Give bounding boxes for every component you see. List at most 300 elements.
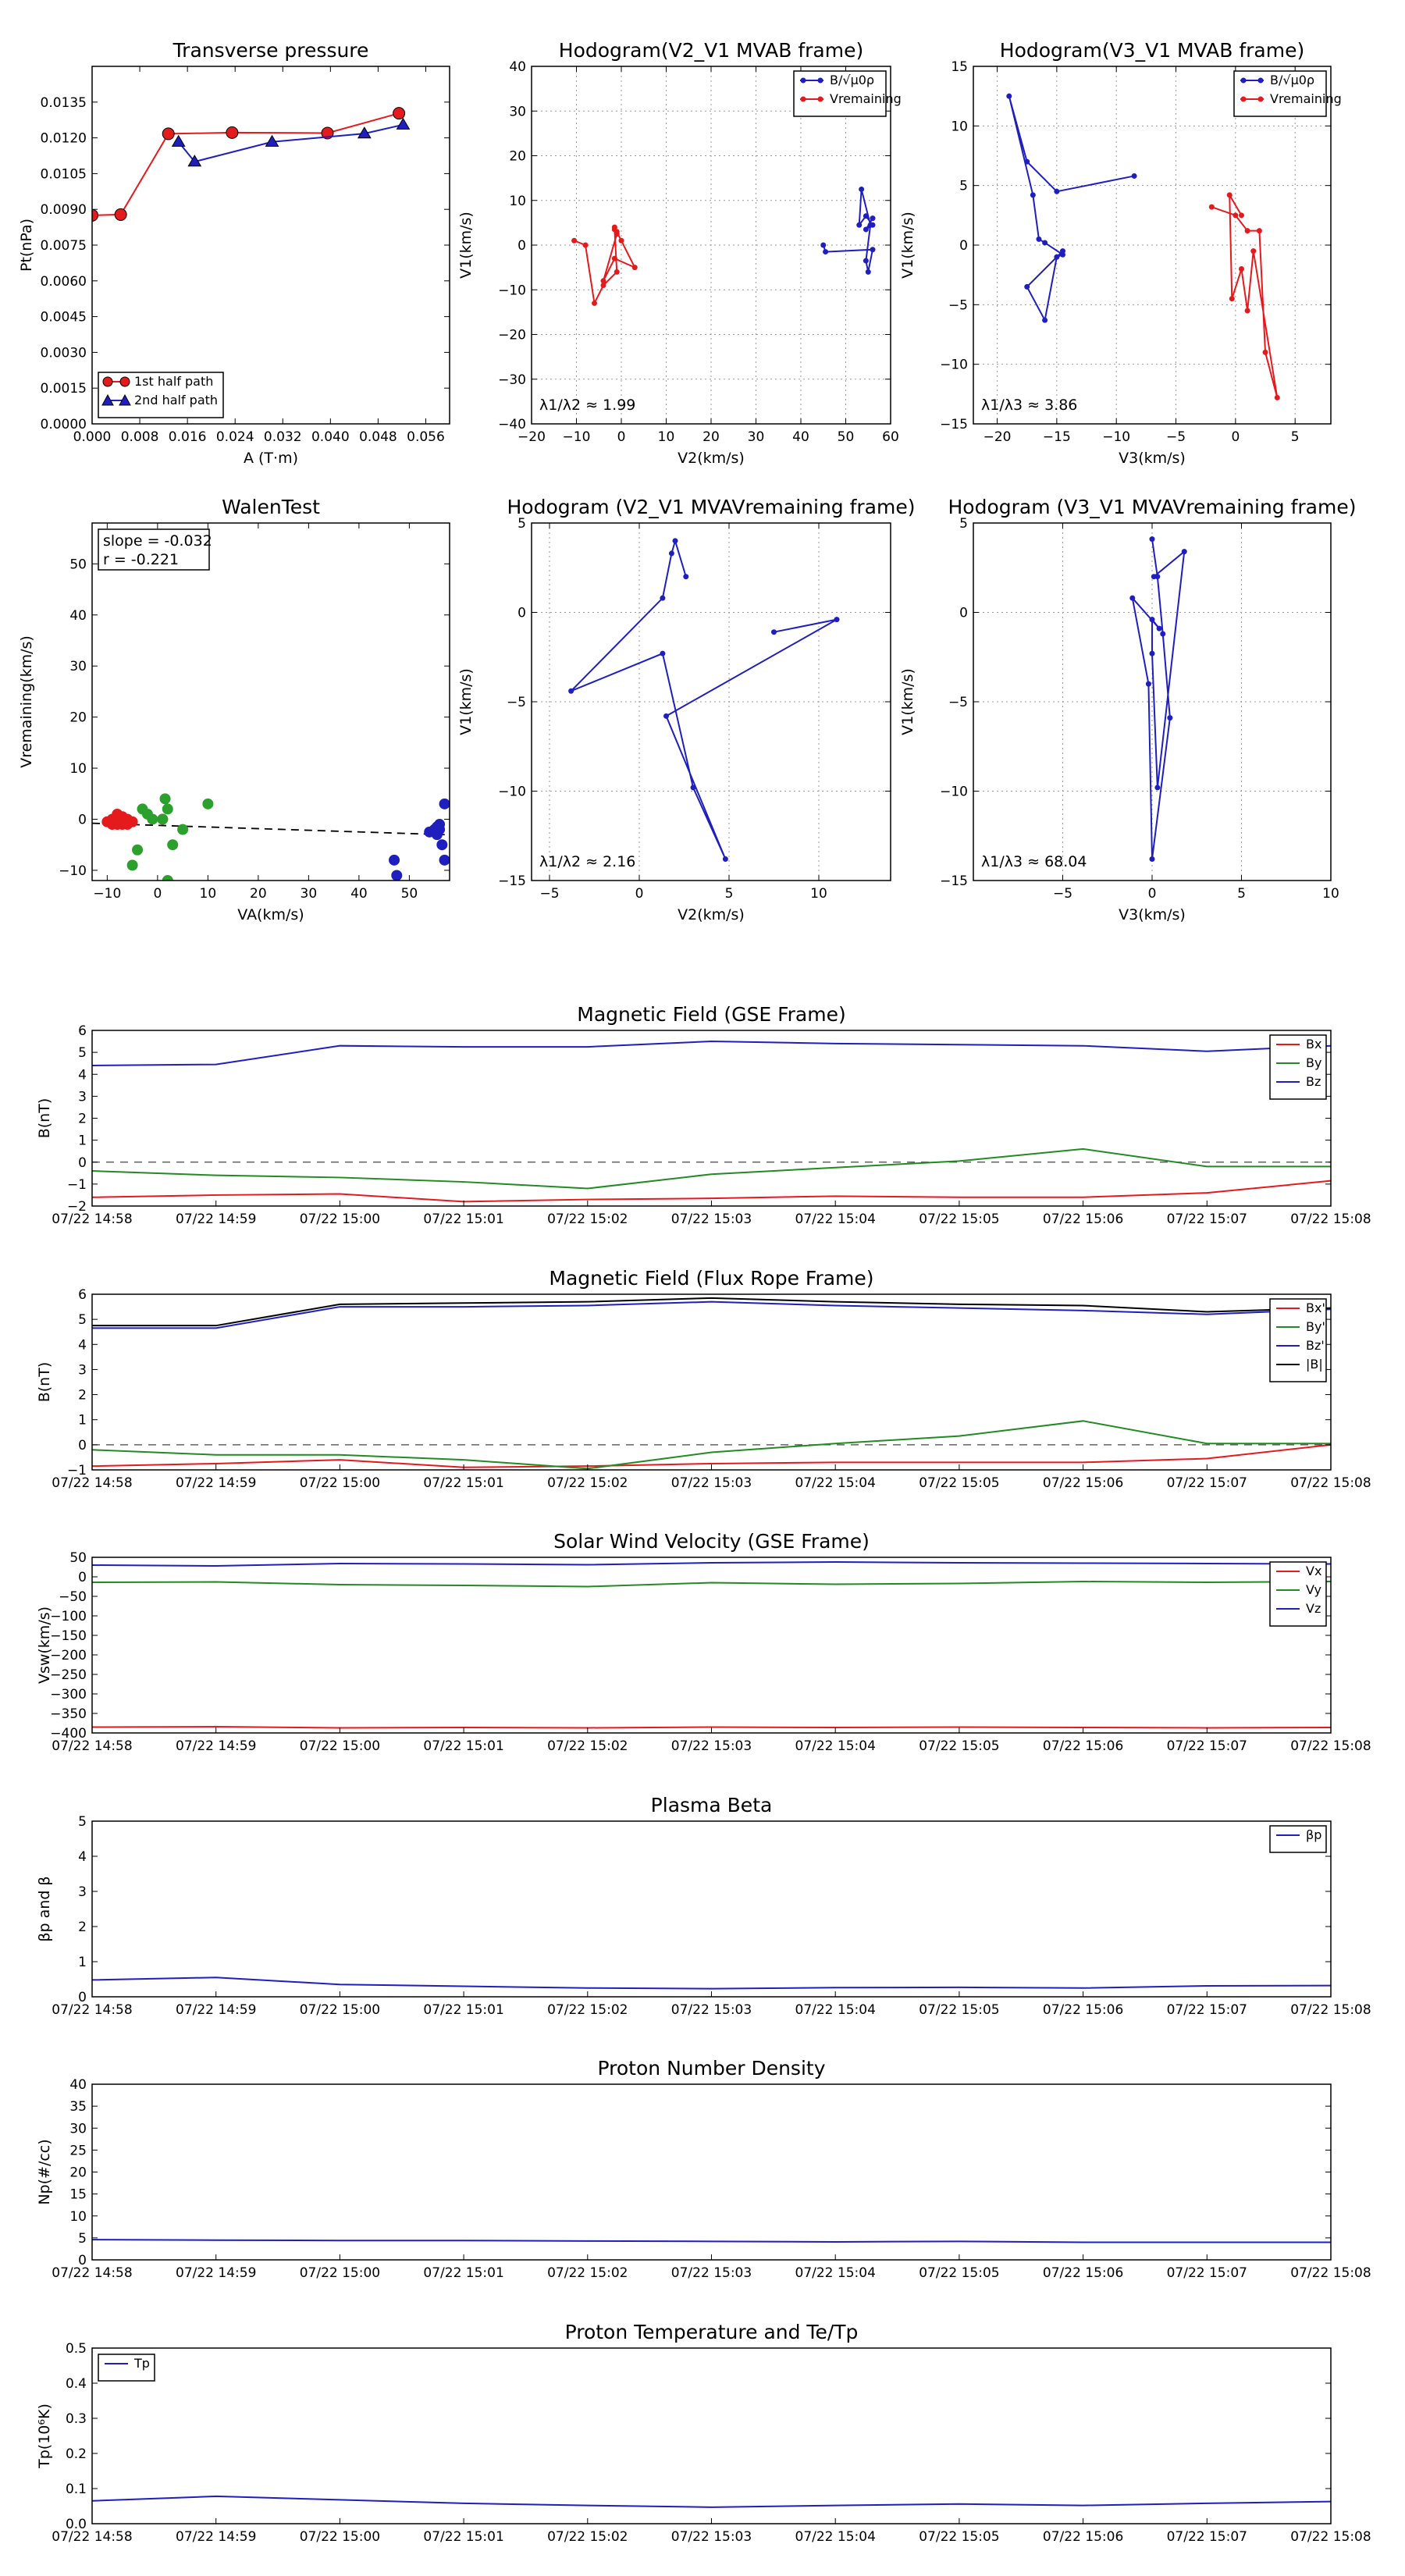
y-tick-label: 5 xyxy=(959,516,968,532)
chart-beta xyxy=(36,1794,1371,2018)
x-tick-label: 40 xyxy=(350,886,368,902)
data-point xyxy=(1182,549,1187,554)
y-tick-label: 3 xyxy=(78,1884,87,1900)
y-tick-label: 5 xyxy=(78,1312,87,1329)
data-point xyxy=(571,238,577,244)
y-axis-label: Np(#/cc) xyxy=(36,2139,53,2205)
series-line xyxy=(92,1582,1331,1587)
y-tick-label: 5 xyxy=(78,2230,87,2247)
y-tick-label: −10 xyxy=(498,784,526,800)
y-tick-label: 0 xyxy=(959,605,968,621)
x-tick-label: 07/22 15:07 xyxy=(1166,2529,1247,2545)
x-tick-label: 10 xyxy=(1322,886,1339,902)
y-tick-label: 0.2 xyxy=(65,2446,87,2462)
x-tick-label: 07/22 15:08 xyxy=(1290,1212,1371,1227)
y-tick-label: 20 xyxy=(69,710,87,726)
x-tick-label: 07/22 15:05 xyxy=(919,2529,1000,2545)
x-tick-label: 07/22 15:08 xyxy=(1290,1738,1371,1754)
x-tick-label: 07/22 15:06 xyxy=(1042,1475,1124,1491)
y-tick-label: 10 xyxy=(951,119,968,135)
chart-vsw xyxy=(36,1530,1371,1754)
chart-title: Hodogram(V3_V1 MVAB frame) xyxy=(999,39,1305,62)
x-tick-label: −20 xyxy=(983,429,1012,445)
legend xyxy=(1270,1562,1326,1626)
x-tick-label: 50 xyxy=(837,429,855,445)
x-tick-label: 07/22 14:59 xyxy=(176,2002,257,2018)
y-tick-label: 6 xyxy=(78,1023,87,1039)
y-axis-label: B(nT) xyxy=(36,1098,53,1139)
y-tick-label: −5 xyxy=(948,297,968,314)
y-tick-label: 0 xyxy=(959,238,968,254)
annotation-text: λ1/λ2 ≈ 1.99 xyxy=(539,397,636,414)
y-tick-label: 0.0120 xyxy=(40,130,87,147)
y-tick-label: 1 xyxy=(78,1955,87,1970)
chart-title: Transverse pressure xyxy=(173,39,369,62)
data-point xyxy=(619,238,624,244)
x-tick-label: 07/22 15:07 xyxy=(1166,1475,1247,1491)
data-point xyxy=(1257,228,1262,233)
data-point xyxy=(107,820,117,830)
plot-area xyxy=(92,1562,1331,1728)
y-tick-label: −15 xyxy=(498,873,526,889)
data-point xyxy=(1245,308,1250,313)
y-tick-label: 1 xyxy=(78,1412,87,1429)
x-tick-label: 07/22 14:58 xyxy=(52,2002,133,2018)
x-tick-label: 07/22 15:05 xyxy=(919,1475,1000,1491)
y-tick-label: 5 xyxy=(78,1045,87,1062)
fit-line xyxy=(92,824,450,835)
data-point xyxy=(432,822,442,832)
y-tick-label: 0 xyxy=(78,812,87,828)
x-tick-label: 07/22 15:01 xyxy=(423,2002,504,2018)
plot-area xyxy=(92,1977,1331,1988)
data-point xyxy=(856,222,862,228)
series-line xyxy=(574,227,635,303)
data-point xyxy=(1150,856,1155,862)
data-point xyxy=(1150,651,1155,656)
x-tick-label: 07/22 15:02 xyxy=(547,2529,628,2545)
x-tick-label: 07/22 15:00 xyxy=(299,1475,381,1491)
chart-h1 xyxy=(457,39,902,467)
y-tick-label: 0.0135 xyxy=(40,94,87,111)
data-point xyxy=(1150,617,1155,622)
x-tick-label: 07/22 14:58 xyxy=(52,1738,133,1754)
data-point xyxy=(1160,631,1165,636)
chart-title: Hodogram(V2_V1 MVAB frame) xyxy=(558,39,864,62)
y-tick-label: −300 xyxy=(50,1687,87,1703)
data-point xyxy=(1150,536,1155,542)
data-point xyxy=(389,855,400,865)
x-tick-label: 5 xyxy=(1237,886,1246,902)
x-tick-label: 0.040 xyxy=(311,429,350,445)
legend-label: B/√μ0ρ xyxy=(830,73,875,87)
y-tick-label: −2 xyxy=(66,1199,87,1215)
y-tick-label: 0.0 xyxy=(65,2517,87,2532)
data-point xyxy=(439,799,450,809)
x-tick-label: 0.008 xyxy=(120,429,159,445)
chart-tp10 xyxy=(36,2321,1371,2545)
data-point xyxy=(393,108,405,119)
series-line xyxy=(92,1977,1331,1988)
legend-label: βp xyxy=(1306,1827,1322,1842)
legend xyxy=(1234,71,1342,116)
data-point xyxy=(592,301,597,306)
data-point xyxy=(823,249,828,254)
data-point xyxy=(1239,212,1244,218)
x-axis-label: V2(km/s) xyxy=(678,450,745,467)
y-axis-label: V1(km/s) xyxy=(899,668,916,735)
x-tick-label: 07/22 15:02 xyxy=(547,1738,628,1754)
series-line xyxy=(92,113,399,215)
series-line xyxy=(92,2496,1331,2507)
x-tick-label: 07/22 14:59 xyxy=(176,1475,257,1491)
data-point xyxy=(173,136,185,147)
x-tick-label: 0.000 xyxy=(73,429,112,445)
x-tick-label: 0 xyxy=(153,886,162,902)
y-tick-label: 0.0030 xyxy=(40,345,87,361)
y-tick-label: 0.3 xyxy=(65,2411,87,2427)
plot-area xyxy=(1129,536,1186,862)
legend-label: Bx xyxy=(1306,1037,1322,1051)
y-tick-label: −10 xyxy=(59,863,87,879)
plot-frame xyxy=(92,523,450,881)
x-tick-label: 07/22 14:58 xyxy=(52,1212,133,1227)
chart-title: Plasma Beta xyxy=(650,1794,773,1816)
x-tick-label: 0 xyxy=(1231,429,1240,445)
legend xyxy=(794,71,902,116)
y-axis-label: Vsw(km/s) xyxy=(36,1606,53,1685)
legend-marker xyxy=(818,97,823,102)
data-point xyxy=(660,596,665,601)
data-point xyxy=(1154,785,1160,790)
data-point xyxy=(870,222,876,228)
y-tick-label: 0 xyxy=(78,1437,87,1453)
x-tick-label: 07/22 14:59 xyxy=(176,2529,257,2545)
series-line xyxy=(179,125,404,162)
legend-marker xyxy=(1258,78,1264,84)
y-tick-label: 0.0060 xyxy=(40,273,87,290)
chart-title: Solar Wind Velocity (GSE Frame) xyxy=(553,1530,870,1553)
y-tick-label: 20 xyxy=(69,2165,87,2181)
data-point xyxy=(162,128,174,140)
y-tick-label: −1 xyxy=(66,1176,87,1193)
x-tick-label: −20 xyxy=(518,429,546,445)
series-line xyxy=(92,2240,1331,2242)
legend-label: Vx xyxy=(1306,1564,1322,1578)
data-point xyxy=(1129,596,1135,601)
x-tick-label: 30 xyxy=(300,886,318,902)
legend-marker xyxy=(120,377,130,386)
y-axis-label: V1(km/s) xyxy=(899,212,916,279)
legend-label: Bz' xyxy=(1306,1338,1325,1353)
x-tick-label: 07/22 14:59 xyxy=(176,1212,257,1227)
x-tick-label: 20 xyxy=(702,429,720,445)
y-tick-label: −350 xyxy=(50,1706,87,1722)
y-tick-label: 0.0000 xyxy=(40,417,87,432)
series-line xyxy=(92,1562,1331,1566)
x-tick-label: 0 xyxy=(635,886,644,902)
annotation-text: λ1/λ3 ≈ 3.86 xyxy=(981,397,1078,414)
y-tick-label: 4 xyxy=(78,1067,87,1083)
chart-title: Proton Number Density xyxy=(597,2057,826,2080)
data-point xyxy=(601,278,606,283)
series-line xyxy=(92,1149,1331,1189)
plot-area xyxy=(1006,94,1280,400)
data-point xyxy=(1024,159,1030,165)
data-point xyxy=(1042,318,1048,323)
data-point xyxy=(226,126,238,138)
data-point xyxy=(663,713,669,719)
data-point xyxy=(1275,395,1280,400)
data-point xyxy=(178,824,188,834)
y-axis-label: Pt(nPa) xyxy=(18,218,35,272)
y-tick-label: 0.0075 xyxy=(40,238,87,254)
data-point xyxy=(1132,173,1137,179)
y-tick-label: 40 xyxy=(69,607,87,624)
legend-marker xyxy=(1241,78,1247,84)
x-axis-label: A (T·m) xyxy=(243,450,299,467)
y-tick-label: 50 xyxy=(69,1550,87,1566)
x-tick-label: 07/22 15:06 xyxy=(1042,2529,1124,2545)
data-point xyxy=(1030,192,1036,197)
y-tick-label: 2 xyxy=(78,1920,87,1935)
data-point xyxy=(834,617,840,622)
data-point xyxy=(683,574,688,579)
data-point xyxy=(1245,228,1250,233)
plot-area xyxy=(87,108,410,222)
x-tick-label: 07/22 15:07 xyxy=(1166,1212,1247,1227)
x-axis-label: VA(km/s) xyxy=(237,906,304,923)
y-axis-label: Vremaining(km/s) xyxy=(18,635,35,768)
x-tick-label: 07/22 15:08 xyxy=(1290,2002,1371,2018)
data-point xyxy=(723,856,728,862)
x-tick-label: 07/22 15:03 xyxy=(670,1738,752,1754)
x-tick-label: 07/22 15:04 xyxy=(795,1475,876,1491)
y-tick-label: 40 xyxy=(509,59,526,75)
legend xyxy=(1270,1299,1326,1382)
y-tick-label: 30 xyxy=(509,104,526,120)
chart-bgse xyxy=(36,1003,1371,1227)
series-line xyxy=(571,541,837,859)
x-tick-label: 07/22 14:58 xyxy=(52,2529,133,2545)
y-tick-label: 50 xyxy=(69,557,87,573)
chart-title: Hodogram (V3_V1 MVAVremaining frame) xyxy=(948,496,1357,518)
y-tick-label: 0 xyxy=(78,1155,87,1171)
data-point xyxy=(203,799,213,809)
x-tick-label: −5 xyxy=(1052,886,1073,902)
x-tick-label: 07/22 15:04 xyxy=(795,1212,876,1227)
data-point xyxy=(614,229,620,234)
y-tick-label: 10 xyxy=(69,2208,87,2225)
legend-label: Tp xyxy=(134,2356,150,2371)
data-point xyxy=(1167,715,1172,720)
data-point xyxy=(133,845,143,855)
data-point xyxy=(1157,626,1162,632)
annotation-text: λ1/λ2 ≈ 2.16 xyxy=(539,853,636,870)
y-tick-label: −400 xyxy=(50,1726,87,1742)
x-tick-label: 50 xyxy=(400,886,418,902)
y-tick-label: 2 xyxy=(78,1387,87,1404)
legend-marker xyxy=(103,377,112,386)
x-tick-label: 07/22 15:05 xyxy=(919,2265,1000,2281)
x-tick-label: 07/22 15:02 xyxy=(547,1475,628,1491)
series-line xyxy=(92,1181,1331,1202)
x-tick-label: −15 xyxy=(1042,429,1071,445)
data-point xyxy=(1054,254,1059,260)
legend-label: 1st half path xyxy=(134,374,214,389)
data-point xyxy=(669,550,674,556)
x-tick-label: 0.048 xyxy=(359,429,397,445)
data-point xyxy=(1239,266,1244,272)
y-tick-label: −150 xyxy=(50,1628,87,1644)
y-tick-label: 0 xyxy=(78,1990,87,2005)
x-tick-label: 07/22 15:01 xyxy=(423,1475,504,1491)
x-tick-label: 07/22 15:08 xyxy=(1290,1475,1371,1491)
x-tick-label: 07/22 15:01 xyxy=(423,2265,504,2281)
x-tick-label: 07/22 15:06 xyxy=(1042,1212,1124,1227)
data-point xyxy=(771,629,777,635)
y-tick-label: −30 xyxy=(498,372,526,388)
x-tick-label: 20 xyxy=(250,886,267,902)
y-tick-label: 30 xyxy=(69,659,87,675)
plot-frame xyxy=(92,1030,1331,1206)
x-tick-label: 0.016 xyxy=(168,429,207,445)
y-tick-label: 10 xyxy=(69,761,87,777)
chart-title: Magnetic Field (GSE Frame) xyxy=(577,1003,846,1026)
data-point xyxy=(632,265,638,270)
y-tick-label: 30 xyxy=(69,2121,87,2137)
data-point xyxy=(870,247,876,252)
x-tick-label: 07/22 15:00 xyxy=(299,2529,381,2545)
y-tick-label: 35 xyxy=(69,2099,87,2115)
chart-title: WalenTest xyxy=(222,496,320,518)
x-tick-label: 40 xyxy=(792,429,809,445)
data-point xyxy=(673,538,678,543)
chart-h2 xyxy=(899,39,1342,467)
y-tick-label: 0.0015 xyxy=(40,381,87,397)
x-tick-label: 07/22 15:06 xyxy=(1042,2265,1124,2281)
legend-label: Vremaining xyxy=(1270,91,1342,106)
data-point xyxy=(1146,681,1151,687)
x-tick-label: 07/22 14:58 xyxy=(52,2265,133,2281)
data-point xyxy=(1060,248,1065,254)
x-tick-label: 07/22 15:07 xyxy=(1166,1738,1247,1754)
data-point xyxy=(115,208,126,220)
series-line xyxy=(1211,195,1277,398)
y-tick-label: 20 xyxy=(509,148,526,165)
y-tick-label: −5 xyxy=(506,695,526,710)
data-point xyxy=(158,814,168,824)
plot-frame xyxy=(92,2084,1331,2260)
data-point xyxy=(148,814,158,824)
data-point xyxy=(1250,248,1256,254)
y-tick-label: 0.4 xyxy=(65,2376,87,2392)
plot-frame xyxy=(92,1294,1331,1470)
legend-label: 2nd half path xyxy=(134,393,219,407)
legend-marker xyxy=(801,78,806,84)
y-tick-label: 0.0090 xyxy=(40,202,87,219)
x-tick-label: 10 xyxy=(810,886,827,902)
data-point xyxy=(1209,205,1215,210)
y-tick-label: 0.0105 xyxy=(40,166,87,183)
x-tick-label: 07/22 15:03 xyxy=(670,2529,752,2545)
legend xyxy=(1270,1826,1326,1852)
x-tick-label: 07/22 15:00 xyxy=(299,2265,381,2281)
data-point xyxy=(392,870,402,881)
x-tick-label: −5 xyxy=(539,886,560,902)
y-tick-label: −15 xyxy=(940,873,968,889)
x-axis-label: V2(km/s) xyxy=(678,906,745,923)
legend-label: By xyxy=(1306,1055,1322,1070)
x-tick-label: 0 xyxy=(1147,886,1157,902)
y-tick-label: 5 xyxy=(518,516,526,532)
data-point xyxy=(660,651,665,656)
data-point xyxy=(1229,296,1235,301)
legend-label: Bz xyxy=(1306,1074,1321,1089)
x-tick-label: 07/22 15:05 xyxy=(919,2002,1000,2018)
plot-frame xyxy=(92,66,450,424)
chart-np xyxy=(36,2057,1371,2281)
y-tick-label: −20 xyxy=(498,327,526,343)
y-tick-label: 0.1 xyxy=(65,2482,87,2497)
y-tick-label: 0 xyxy=(518,238,526,254)
y-tick-label: 5 xyxy=(78,1814,87,1830)
x-tick-label: 07/22 15:01 xyxy=(423,2529,504,2545)
x-tick-label: 60 xyxy=(882,429,899,445)
series-line xyxy=(92,1041,1331,1066)
x-axis-label: V3(km/s) xyxy=(1119,906,1186,923)
chart-bfr xyxy=(36,1267,1371,1491)
y-tick-label: 15 xyxy=(951,59,968,75)
x-tick-label: 07/22 15:06 xyxy=(1042,1738,1124,1754)
legend xyxy=(1270,1035,1326,1099)
chart-h4 xyxy=(899,496,1357,923)
data-point xyxy=(160,794,170,804)
y-tick-label: 1 xyxy=(78,1133,87,1149)
annotation-text: λ1/λ3 ≈ 68.04 xyxy=(981,853,1087,870)
legend-label: Vz xyxy=(1306,1601,1321,1616)
x-tick-label: 0.056 xyxy=(407,429,445,445)
data-point xyxy=(1263,350,1268,355)
y-tick-label: 6 xyxy=(78,1287,87,1303)
y-tick-label: −10 xyxy=(940,357,968,373)
x-tick-label: −5 xyxy=(1166,429,1186,445)
chart-h3 xyxy=(457,496,916,923)
y-tick-label: 3 xyxy=(78,1362,87,1379)
legend-label: By' xyxy=(1306,1319,1325,1334)
x-tick-label: 07/22 15:06 xyxy=(1042,2002,1124,2018)
x-tick-label: 07/22 15:00 xyxy=(299,1212,381,1227)
x-tick-label: 0.032 xyxy=(263,429,302,445)
data-point xyxy=(1006,94,1012,99)
x-tick-label: 5 xyxy=(1290,429,1300,445)
legend-label: |B| xyxy=(1306,1357,1323,1372)
y-axis-label: V1(km/s) xyxy=(457,212,475,279)
x-tick-label: 07/22 15:04 xyxy=(795,2002,876,2018)
series-line xyxy=(92,1445,1331,1468)
x-tick-label: 07/22 15:00 xyxy=(299,2002,381,2018)
x-tick-label: 07/22 15:08 xyxy=(1290,2265,1371,2281)
x-tick-label: 10 xyxy=(199,886,217,902)
plot-area xyxy=(92,1041,1331,1201)
data-point xyxy=(123,820,133,830)
data-point xyxy=(162,804,173,814)
data-point xyxy=(127,860,137,870)
data-point xyxy=(1042,240,1048,245)
data-point xyxy=(1024,284,1030,290)
x-tick-label: 07/22 14:59 xyxy=(176,1738,257,1754)
chart-tp xyxy=(18,39,450,467)
